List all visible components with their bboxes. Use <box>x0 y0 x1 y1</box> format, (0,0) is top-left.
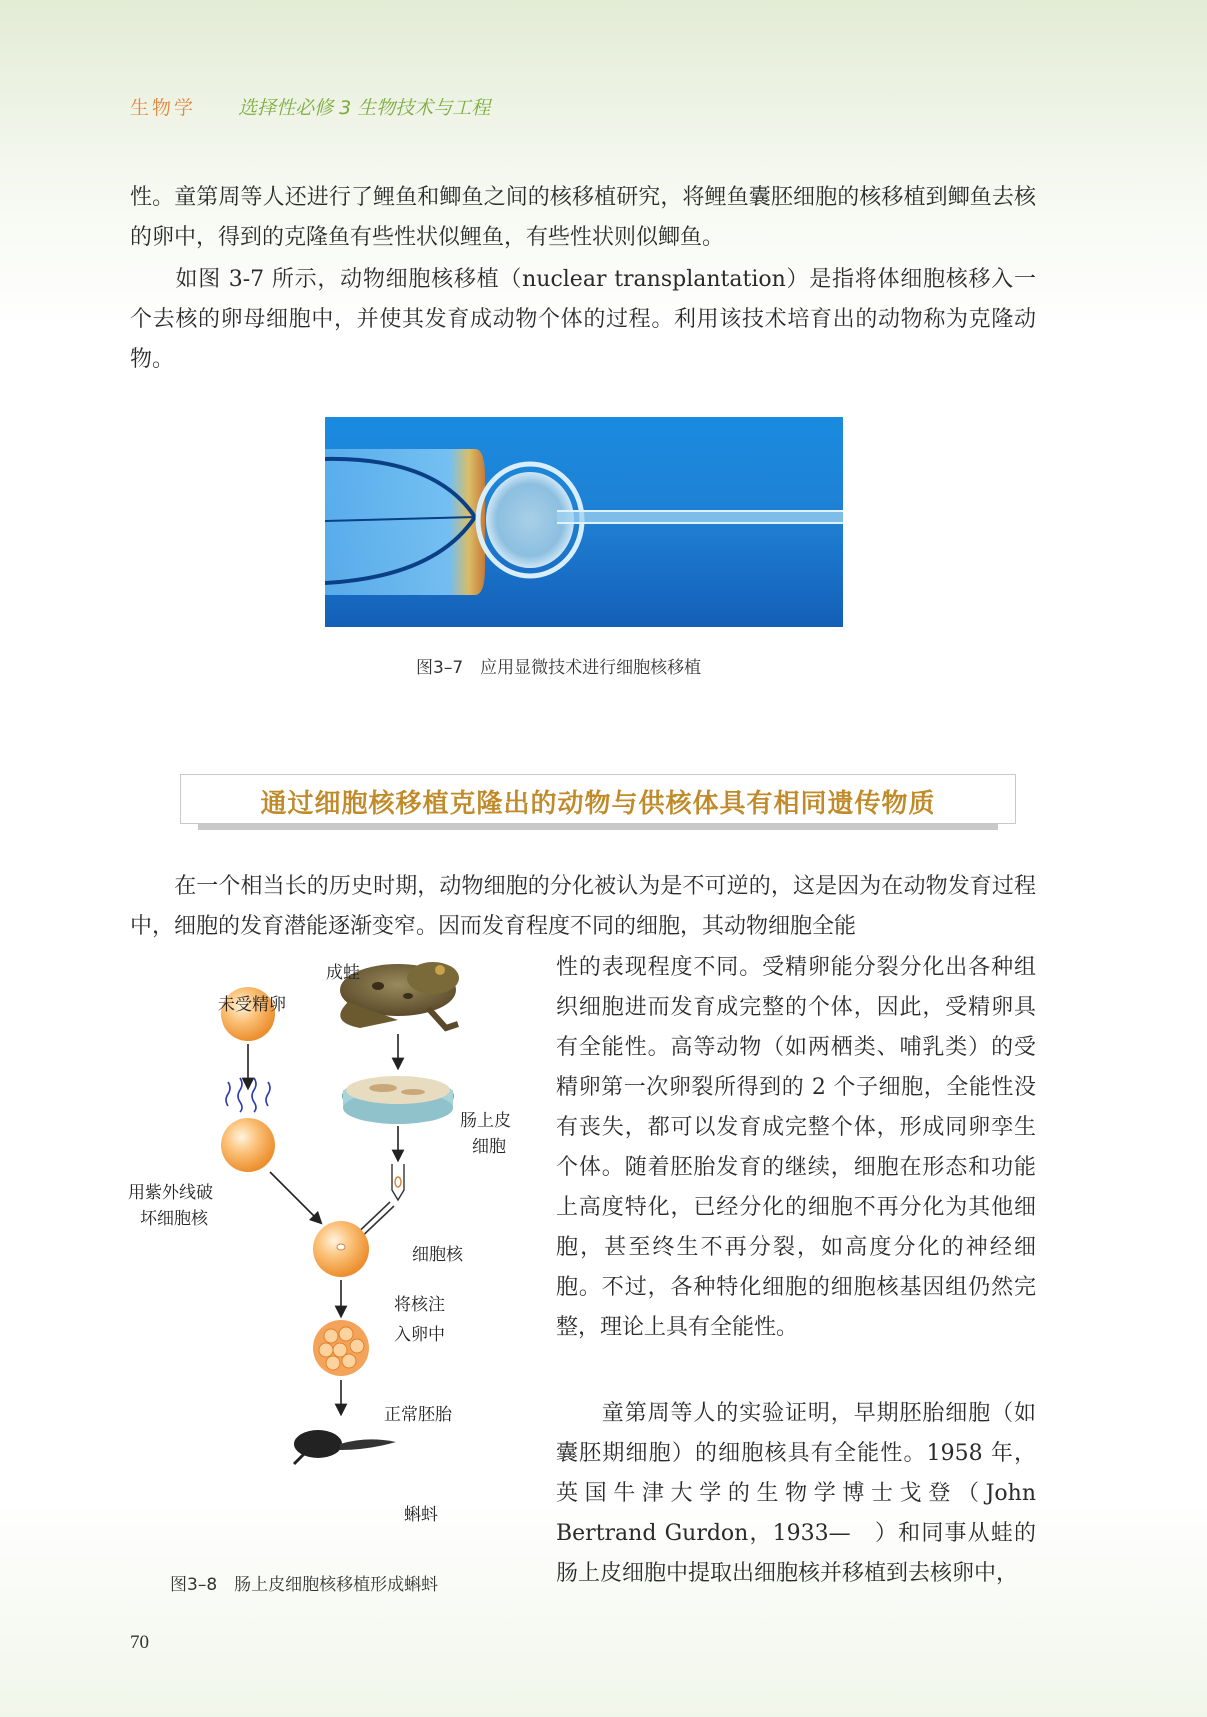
petri-dish-icon <box>343 1076 453 1124</box>
paragraph-gurdon-experiment: 童第周等人的实验证明，早期胚胎细胞（如囊胚期细胞）的细胞核具有全能性。1958 年，英国牛津大学的生物学博士戈登（John Bertrand Gurdon，1933— ）和同事从蛙的肠上皮细胞中提取出细胞核并移植到去核卵中， <box>556 1401 1036 1586</box>
label-epithelial-line2: 细胞 <box>472 1137 506 1157</box>
label-nucleus: 细胞核 <box>412 1245 463 1265</box>
header-subject: 生物学 <box>130 97 197 119</box>
label-uv-line1: 用紫外线破 <box>128 1183 213 1203</box>
paragraph-totipotency: 性的表现程度不同。受精卵能分裂分化出各种组织细胞进而发育成完整的个体，因此，受精卵具有全能性。高等动物（如两栖类、哺乳类）的受精卵第一次卵裂所得到的 2 个子细胞，全能性没有丧失，都可以发育成完整个体，形成同卵孪生个体。随着胚胎发育的继续，细胞在形态和功能上高度特化，已经分化的细胞不再分化为其他细胞，甚至终生不再分裂，如高度分化的神经细胞。不过，各种特化细胞的细胞核基因组仍然完整，理论上具有全能性。 <box>556 955 1036 1340</box>
paragraph-nuclear-transplant-definition: 如图 3-7 所示，动物细胞核移植（nuclear transplantation）是指将体细胞核移入一个去核的卵母细胞中，并使其发育成动物个体的过程。利用该技术培育出的动物称为克隆动物。 <box>130 267 1036 372</box>
uv-treated-egg-icon <box>221 1118 275 1172</box>
header-book-title: 选择性必修 3 生物技术与工程 <box>238 97 491 119</box>
figure-3-8-nuclear-transfer-diagram <box>128 950 548 1550</box>
label-epithelial-line1: 肠上皮 <box>460 1111 511 1131</box>
label-inject-line1: 将核注 <box>394 1295 445 1315</box>
label-uv-line2: 坏细胞核 <box>140 1209 208 1229</box>
section-heading-shadow <box>198 824 998 830</box>
paragraph-fish-transplant: 性。童第周等人还进行了鲤鱼和鲫鱼之间的核移植研究，将鲤鱼囊胚细胞的核移植到鲫鱼去核的卵中，得到的克隆鱼有些性状似鲤鱼，有些性状则似鲫鱼。 <box>130 185 1036 250</box>
figure-3-8-caption: 图3–8 肠上皮细胞核移植形成蝌蚪 <box>170 1575 439 1595</box>
tadpole-icon <box>294 1430 396 1464</box>
figure-3-7-micromanipulation-photo <box>325 417 843 627</box>
paragraph-cell-differentiation: 在一个相当长的历史时期，动物细胞的分化被认为是不可逆的，这是因为在动物发育过程中，细胞的发育潜能逐渐变窄。因而发育程度不同的细胞，其动物细胞全能 <box>130 874 1036 939</box>
section-heading-title: 通过细胞核移植克隆出的动物与供核体具有相同遗传物质 <box>260 789 936 819</box>
micropipette-nucleus-icon <box>392 1164 404 1200</box>
label-inject-line2: 入卵中 <box>394 1325 445 1345</box>
figure-3-7-caption: 图3–7 应用显微技术进行细胞核移植 <box>416 658 702 678</box>
running-header <box>130 93 490 121</box>
label-normal-embryo: 正常胚胎 <box>384 1405 452 1425</box>
label-adult-frog: 成蛙 <box>326 963 360 983</box>
section-heading-box <box>180 774 1016 824</box>
label-tadpole: 蝌蚪 <box>404 1505 438 1525</box>
label-unfertilized-egg: 未受精卵 <box>218 995 286 1015</box>
page-number: 70 <box>130 1632 149 1653</box>
normal-embryo-icon <box>313 1320 369 1376</box>
